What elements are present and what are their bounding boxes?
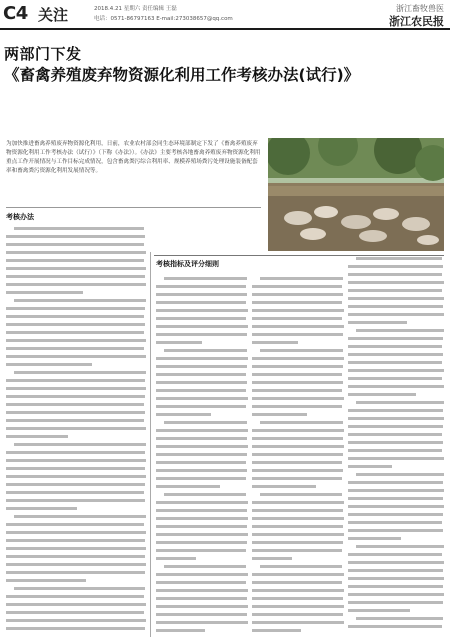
body-text-line	[156, 491, 248, 499]
body-text-line	[252, 347, 344, 355]
headline-area	[0, 30, 450, 135]
body-text-line	[348, 495, 444, 503]
body-text-line	[6, 497, 146, 505]
body-text-line	[156, 427, 248, 435]
body-text-line	[6, 601, 146, 609]
body-text-line	[348, 263, 444, 271]
body-text-line	[252, 491, 344, 499]
body-text-line	[348, 423, 444, 431]
body-text-line	[156, 595, 248, 603]
body-text-line	[6, 537, 146, 545]
body-text-line	[156, 587, 248, 595]
body-text-line	[156, 523, 248, 531]
body-text-line	[348, 375, 444, 383]
body-text-line	[156, 611, 248, 619]
body-text-line	[348, 503, 444, 511]
body-text-line	[348, 295, 444, 303]
body-text-line	[156, 515, 248, 523]
body-text-line	[348, 567, 444, 575]
body-text-line	[348, 591, 444, 599]
body-text-line	[252, 443, 344, 451]
body-text-line	[156, 363, 248, 371]
body-column-2	[156, 275, 248, 635]
body-text-line	[252, 403, 344, 411]
body-text-line	[348, 527, 444, 535]
body-text-line	[348, 391, 444, 399]
body-text-line	[156, 483, 248, 491]
body-text-line	[6, 513, 146, 521]
body-text-line	[252, 563, 344, 571]
body-text-line	[156, 627, 248, 635]
body-text-line	[252, 531, 344, 539]
body-text-line	[6, 473, 146, 481]
body-text-line	[6, 241, 146, 249]
body-text-line	[6, 361, 146, 369]
body-text-line	[156, 571, 248, 579]
body-text-line	[252, 315, 344, 323]
body-text-line	[6, 289, 146, 297]
body-text-line	[348, 599, 444, 607]
body-text-line	[6, 625, 146, 633]
body-text-line	[6, 273, 146, 281]
body-text-line	[348, 279, 444, 287]
body-text-line	[252, 627, 344, 635]
body-text-line	[348, 399, 444, 407]
body-text-line	[6, 585, 146, 593]
body-text-line	[348, 487, 444, 495]
body-text-line	[348, 455, 444, 463]
body-text-line	[6, 561, 146, 569]
body-text-line	[6, 225, 146, 233]
body-text-line	[252, 371, 344, 379]
body-text-line	[6, 465, 146, 473]
body-text-line	[252, 523, 344, 531]
body-text-line	[156, 555, 248, 563]
header-contact-line: 电话：0571-86797163 E-mail:273038657@qq.com	[94, 16, 233, 22]
body-text-line	[156, 379, 248, 387]
body-text-line	[156, 315, 248, 323]
body-text-line	[156, 283, 248, 291]
body-text-line	[156, 355, 248, 363]
lead-paragraph: 为加快推进畜禽养殖废弃物资源化利用，日前，农业农村部会同生态环境部制定下发了《畜禽养殖废弃物资源化利用工作考核办法（试行）》（下称《办法》）。《办法》主要考核各地畜禽养殖废弃物资源化利用重点工作开展情况与工作目标完成情况，包含畜禽粪污综合利用率、规模养殖场粪污处理设施装备配套率和畜禽粪污资源化利用发展情况等。	[6, 141, 261, 174]
body-text-line	[252, 451, 344, 459]
body-text-line	[252, 459, 344, 467]
body-text-line	[156, 531, 248, 539]
body-text-line	[6, 545, 146, 553]
body-text-line	[348, 583, 444, 591]
body-text-line	[348, 319, 444, 327]
body-text-line	[156, 419, 248, 427]
body-text-line	[156, 539, 248, 547]
body-text-line	[252, 275, 344, 283]
body-text-line	[6, 457, 146, 465]
body-text-line	[6, 417, 146, 425]
body-text-line	[252, 307, 344, 315]
body-text-line	[348, 367, 444, 375]
body-text-line	[6, 521, 146, 529]
body-text-line	[252, 571, 344, 579]
body-text-line	[348, 519, 444, 527]
section-name: 关注	[38, 6, 69, 24]
body-text-line	[156, 291, 248, 299]
body-text-line	[6, 297, 146, 305]
body-text-line	[252, 379, 344, 387]
body-text-line	[252, 595, 344, 603]
body-text-line	[6, 481, 146, 489]
body-text-line	[6, 593, 146, 601]
body-text-line	[156, 299, 248, 307]
body-text-line	[348, 575, 444, 583]
body-text-line	[348, 271, 444, 279]
body-text-line	[252, 619, 344, 627]
body-text-line	[156, 395, 248, 403]
body-text-line	[6, 233, 146, 241]
body-text-line	[252, 283, 344, 291]
body-text-line	[156, 459, 248, 467]
body-text-line	[6, 617, 146, 625]
edition-label: 浙江畜牧兽医	[396, 4, 444, 13]
body-text-line	[6, 489, 146, 497]
body-text-line	[348, 623, 444, 631]
body-text-line	[252, 427, 344, 435]
body-text-line	[252, 419, 344, 427]
body-text-line	[6, 321, 146, 329]
body-text-line	[156, 603, 248, 611]
body-text-line	[252, 355, 344, 363]
body-text-line	[156, 579, 248, 587]
farm-photo	[268, 138, 444, 251]
body-text-line	[156, 507, 248, 515]
body-text-line	[348, 303, 444, 311]
body-text-line	[156, 547, 248, 555]
body-text-line	[156, 499, 248, 507]
body-text-line	[252, 579, 344, 587]
scoring-box-title: 考核指标及评分细则	[156, 260, 219, 268]
body-text-line	[252, 515, 344, 523]
headline-line2: 《畜禽养殖废弃物资源化利用工作考核办法(试行)》	[4, 66, 360, 84]
body-text-line	[156, 307, 248, 315]
body-text-line	[252, 387, 344, 395]
body-text-line	[156, 563, 248, 571]
body-text-line	[252, 475, 344, 483]
body-text-line	[348, 383, 444, 391]
body-text-line	[348, 479, 444, 487]
body-text-line	[6, 265, 146, 273]
body-column-4	[348, 255, 444, 635]
body-text-line	[156, 443, 248, 451]
body-text-line	[6, 609, 146, 617]
body-text-line	[252, 299, 344, 307]
body-text-line	[156, 475, 248, 483]
body-text-line	[348, 351, 444, 359]
body-text-line	[156, 275, 248, 283]
subhead-title: 考核办法	[6, 213, 34, 221]
body-text-line	[348, 343, 444, 351]
body-text-line	[348, 543, 444, 551]
body-text-line	[252, 611, 344, 619]
body-text-line	[252, 547, 344, 555]
body-text-line	[252, 467, 344, 475]
body-text-line	[348, 463, 444, 471]
body-text-line	[252, 483, 344, 491]
body-text-line	[252, 411, 344, 419]
body-text-line	[156, 411, 248, 419]
body-text-line	[6, 577, 146, 585]
newspaper-masthead: 浙江农民报	[389, 15, 444, 28]
headline-line1: 两部门下发	[4, 45, 82, 63]
body-text-line	[156, 435, 248, 443]
body-text-line	[348, 407, 444, 415]
body-text-line	[348, 447, 444, 455]
body-text-line	[348, 359, 444, 367]
body-text-line	[6, 369, 146, 377]
body-column-left	[6, 225, 146, 635]
body-text-line	[6, 337, 146, 345]
body-text-line	[348, 439, 444, 447]
body-text-line	[156, 619, 248, 627]
body-text-line	[6, 409, 146, 417]
body-text-line	[6, 249, 146, 257]
body-text-line	[6, 441, 146, 449]
body-text-line	[348, 551, 444, 559]
body-text-line	[6, 281, 146, 289]
body-text-line	[6, 257, 146, 265]
body-text-line	[252, 539, 344, 547]
body-text-line	[252, 395, 344, 403]
subhead-rule	[6, 207, 261, 208]
page-header	[0, 0, 450, 30]
body-text-line	[6, 433, 146, 441]
header-date-line: 2018.4.21 星期六 责任编辑 王磊	[94, 6, 177, 12]
body-text-line	[252, 603, 344, 611]
body-text-line	[348, 431, 444, 439]
body-text-line	[156, 331, 248, 339]
body-text-line	[348, 511, 444, 519]
body-text-line	[252, 507, 344, 515]
body-text-line	[348, 327, 444, 335]
body-text-line	[252, 331, 344, 339]
body-text-line	[6, 393, 146, 401]
body-text-line	[6, 529, 146, 537]
body-text-line	[252, 339, 344, 347]
body-text-line	[6, 425, 146, 433]
body-text-line	[156, 403, 248, 411]
body-text-line	[6, 569, 146, 577]
body-text-line	[252, 587, 344, 595]
body-text-line	[6, 353, 146, 361]
body-text-line	[6, 345, 146, 353]
body-text-line	[156, 387, 248, 395]
body-text-line	[348, 311, 444, 319]
body-text-line	[6, 329, 146, 337]
body-text-line	[348, 607, 444, 615]
body-text-line	[348, 335, 444, 343]
body-text-line	[348, 535, 444, 543]
body-text-line	[348, 287, 444, 295]
body-text-line	[252, 291, 344, 299]
body-text-line	[348, 255, 444, 263]
body-text-line	[252, 435, 344, 443]
body-column-3	[252, 275, 344, 635]
body-text-line	[156, 347, 248, 355]
body-text-line	[252, 499, 344, 507]
body-text-line	[6, 505, 146, 513]
body-text-line	[156, 323, 248, 331]
body-text-line	[6, 553, 146, 561]
body-text-line	[6, 449, 146, 457]
body-text-line	[252, 323, 344, 331]
body-text-line	[6, 305, 146, 313]
body-text-line	[252, 555, 344, 563]
body-text-line	[348, 615, 444, 623]
body-text-line	[6, 385, 146, 393]
body-text-line	[252, 363, 344, 371]
body-text-line	[348, 559, 444, 567]
body-text-line	[6, 313, 146, 321]
body-text-line	[156, 451, 248, 459]
body-text-line	[156, 371, 248, 379]
body-text-line	[156, 339, 248, 347]
body-text-line	[6, 401, 146, 409]
body-text-line	[348, 415, 444, 423]
section-number: C4	[3, 3, 28, 24]
body-text-line	[348, 471, 444, 479]
body-text-line	[6, 377, 146, 385]
body-text-line	[156, 467, 248, 475]
